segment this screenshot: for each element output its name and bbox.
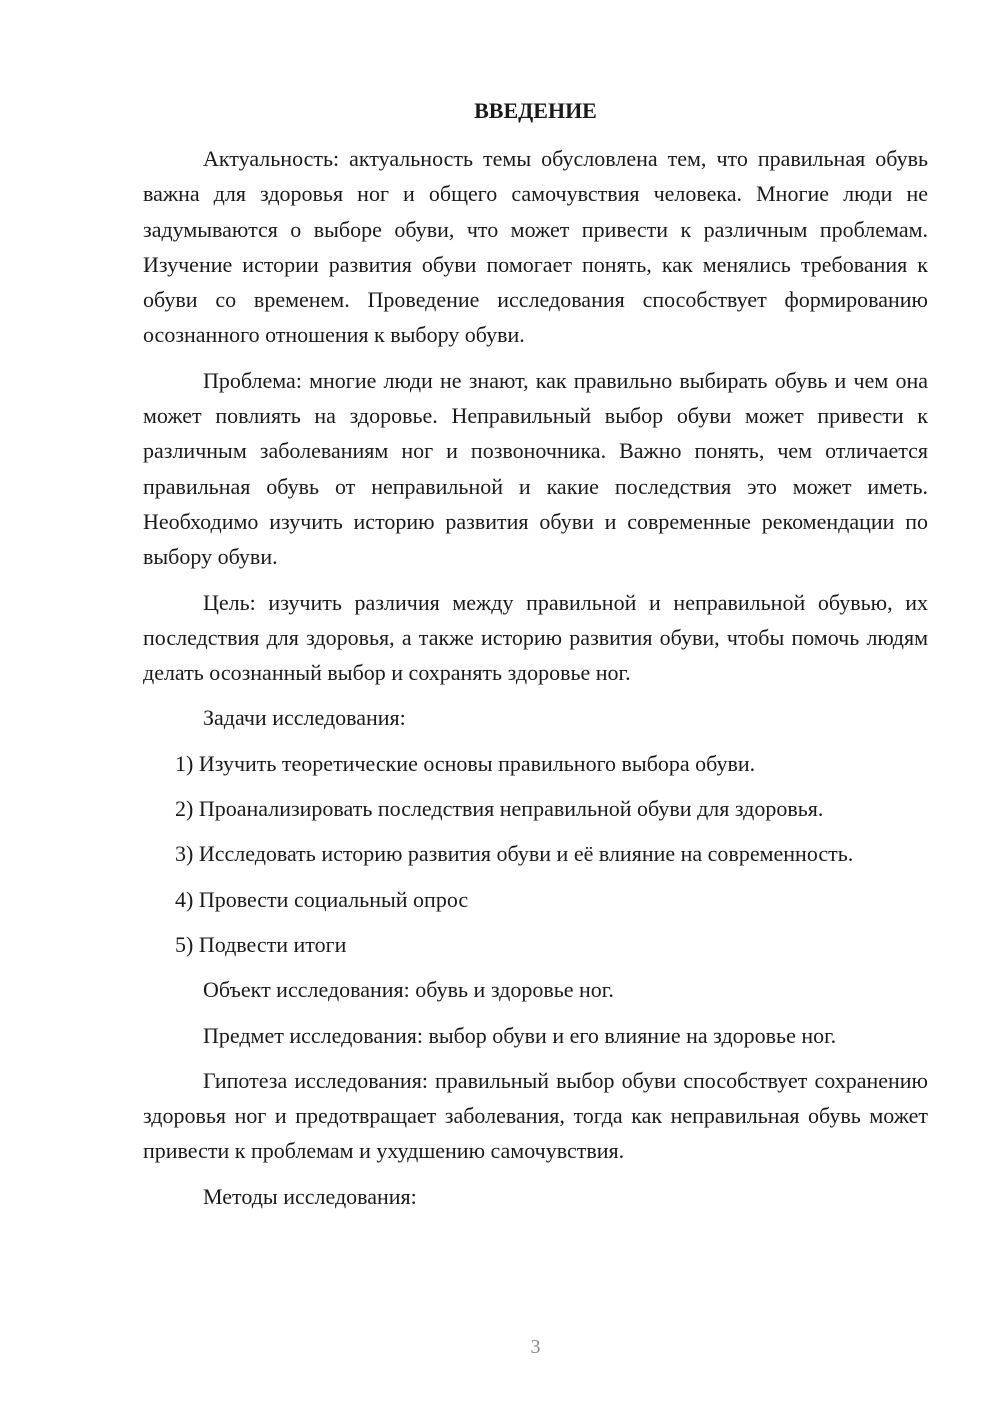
paragraph-problem: Проблема: многие люди не знают, как правильно выбирать обувь и чем она может повлиять на здоровье. Неправильный выбор обуви может привести к различным заболеваниям ног и позвоночника. Важно понять, чем отличается правильная обувь от неправильной и какие последствия это может иметь. Необходимо изучить историю развития обуви и современные рекомендации по выбору обуви.	[143, 367, 928, 570]
task-item-5: 5) Подвести итоги	[175, 931, 347, 957]
document-page	[143, 0, 928, 1414]
paragraph-object: Объект исследования: обувь и здоровье ног.	[203, 977, 614, 1003]
task-item-2: 2) Проанализировать последствия неправильной обуви для здоровья.	[175, 796, 824, 822]
paragraph-hypothesis: Гипотеза исследования: правильный выбор обуви способствует сохранению здоровья ног и предотвращает заболевания, тогда как неправильная обувь может привести к проблемам и ухудшению самочувствия.	[143, 1067, 928, 1164]
page-title: ВВЕДЕНИЕ	[474, 98, 597, 123]
paragraph-methods: Методы исследования:	[203, 1183, 417, 1209]
task-item-3: 3) Исследовать историю развития обуви и её влияние на современность.	[175, 841, 854, 867]
paragraph-relevance: Актуальность: актуальность темы обусловлена тем, что правильная обувь важна для здоровья ног и общего самочувствия человека. Многие люди не задумываются о выборе обуви, что может привести к различным проблемам. Изучение истории развития обуви помогает понять, как менялись требования к обуви со временем. Проведение исследования способствует формированию осознанного отношения к выбору обуви.	[143, 146, 928, 348]
paragraph-subject: Предмет исследования: выбор обуви и его влияние на здоровье ног.	[203, 1022, 837, 1048]
task-item-4: 4) Провести социальный опрос	[175, 886, 469, 912]
document-body	[143, 141, 928, 1224]
paragraph-goal: Цель: изучить различия между правильной и неправильной обувью, их последствия для здоровья, а также историю развития обуви, чтобы помочь людям делать осознанный выбор и сохранять здоровье ног.	[143, 589, 928, 686]
task-item-1: 1) Изучить теоретические основы правильного выбора обуви.	[175, 750, 756, 776]
page-number: 3	[530, 1336, 541, 1358]
paragraph-tasks-heading: Задачи исследования:	[203, 705, 406, 731]
